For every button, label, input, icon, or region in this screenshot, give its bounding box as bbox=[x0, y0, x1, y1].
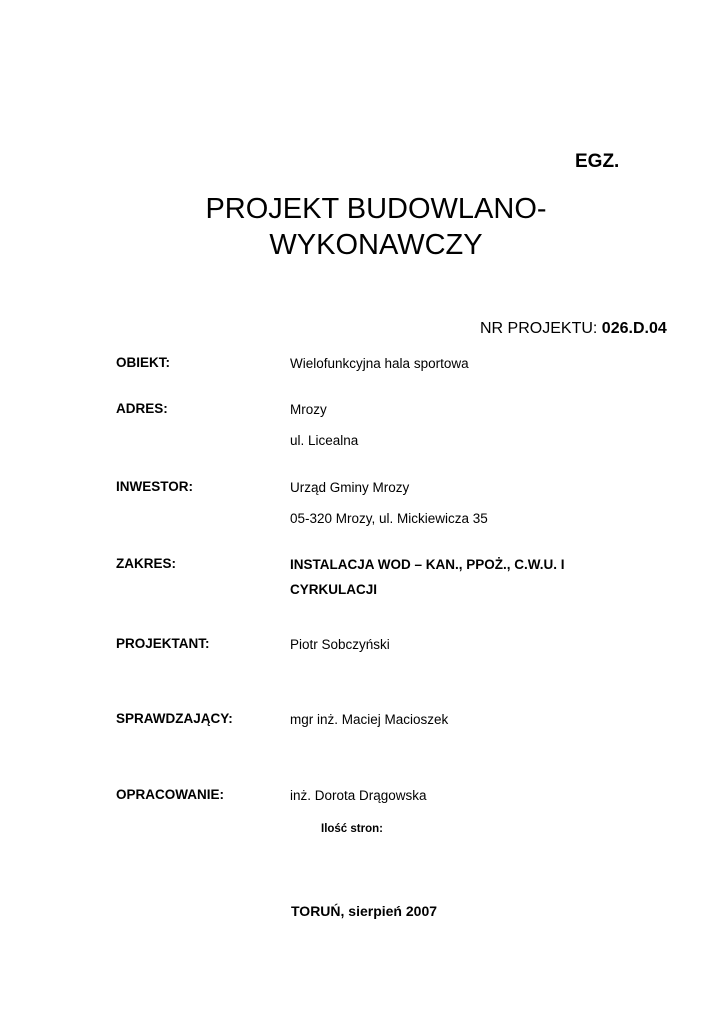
projektant-label: PROJEKTANT: bbox=[116, 636, 210, 651]
zakres-line-2: CYRKULACJI bbox=[290, 582, 378, 597]
inwestor-line-2: 05-320 Mrozy, ul. Mickiewicza 35 bbox=[290, 511, 488, 526]
project-number bbox=[480, 320, 667, 338]
document-title-line-2: WYKONAWCZY bbox=[269, 229, 483, 261]
projektant-value: Piotr Sobczyński bbox=[290, 637, 390, 652]
adres-line-2: ul. Licealna bbox=[290, 433, 359, 448]
inwestor-label: INWESTOR: bbox=[116, 479, 193, 494]
sprawdzajacy-label: SPRAWDZAJĄCY: bbox=[116, 711, 233, 726]
sprawdzajacy-value: mgr inż. Maciej Macioszek bbox=[290, 712, 449, 727]
document-title bbox=[0, 191, 724, 263]
opracowanie-label: OPRACOWANIE: bbox=[116, 787, 224, 802]
copy-number-label: EGZ. bbox=[575, 151, 620, 172]
opracowanie-value: inż. Dorota Drągowska bbox=[290, 788, 427, 803]
project-number-value: 026.D.04 bbox=[601, 320, 667, 337]
adres-label: ADRES: bbox=[116, 401, 168, 416]
project-number-label: NR PROJEKTU: bbox=[480, 320, 598, 337]
document-title-line-1: PROJEKT BUDOWLANO- bbox=[205, 193, 547, 225]
inwestor-line-1: Urząd Gminy Mrozy bbox=[290, 480, 410, 495]
place-date: TORUŃ, sierpień 2007 bbox=[291, 903, 438, 919]
adres-line-1: Mrozy bbox=[290, 402, 327, 417]
obiekt-value: Wielofunkcyjna hala sportowa bbox=[290, 356, 469, 371]
obiekt-label: OBIEKT: bbox=[116, 355, 170, 370]
page-count-label: Ilość stron: bbox=[321, 823, 383, 835]
zakres-line-1: INSTALACJA WOD – KAN., PPOŻ., C.W.U. I bbox=[290, 557, 565, 572]
zakres-label: ZAKRES: bbox=[116, 556, 176, 571]
